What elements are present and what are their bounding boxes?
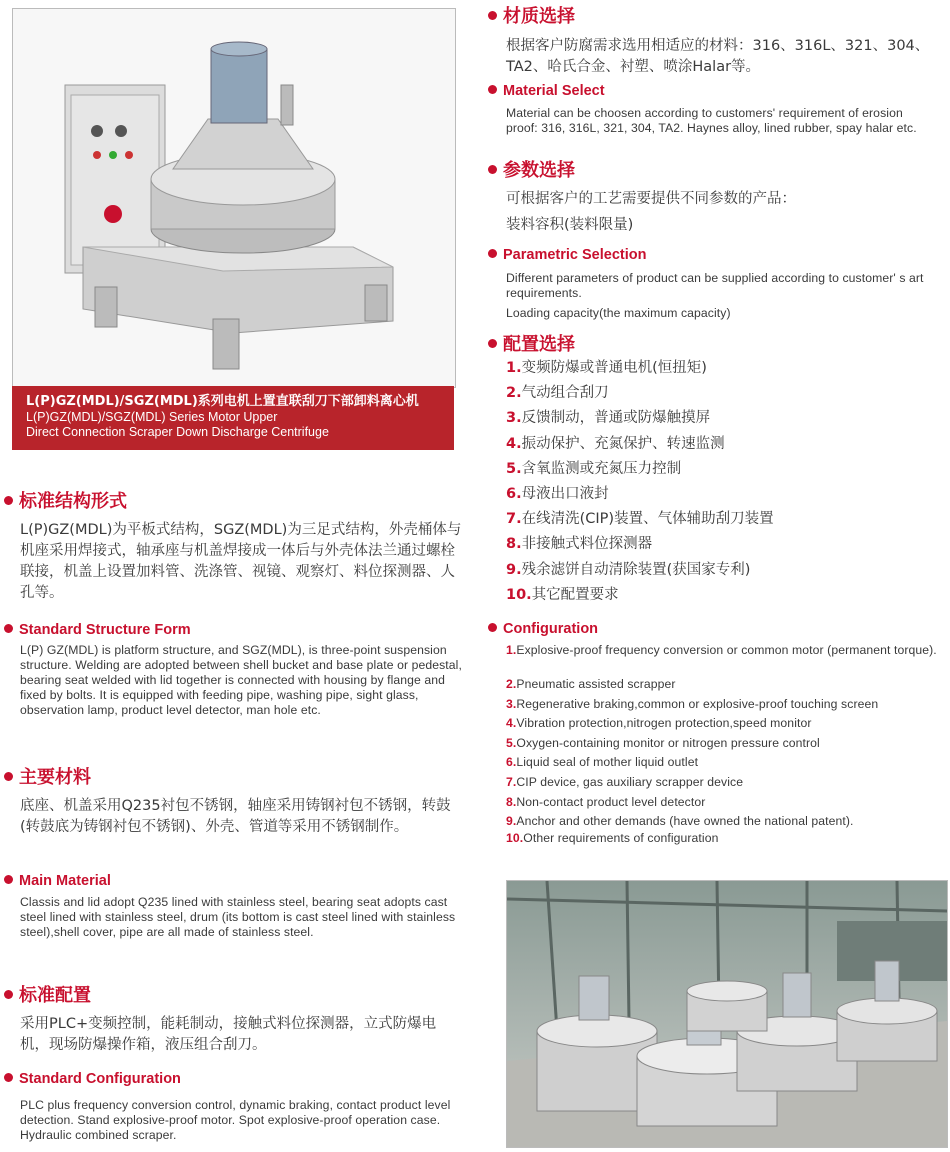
bullet-icon <box>488 623 497 632</box>
list-item: 2.气动组合刮刀 <box>506 385 609 402</box>
material-select-cn-text: 根据客户防腐需求选用相适应的材料：316、316L、321、304、TA2、哈氏合金、衬塑、喷涂Halar等。 <box>506 38 930 75</box>
list-item: 8.Non-contact product level detector <box>506 794 706 809</box>
list-item: 2.Pneumatic assisted scrapper <box>506 677 676 691</box>
material-cn-heading: 主要材料 <box>4 767 91 789</box>
bullet-icon <box>488 165 497 174</box>
parameter-cn-heading: 参数选择 <box>488 160 575 182</box>
config-cn-list <box>506 356 946 608</box>
caption-title: L(P)GZ(MDL)/SGZ(MDL)系列电机上置直联刮刀下部卸料离心机 <box>26 394 419 409</box>
material-cn-text: 底座、机盖采用Q235衬包不锈钢，轴座采用铸钢衬包不锈钢，转鼓(转鼓底为铸钢衬包不锈钢)、外壳、管道等采用不锈钢制作。 <box>20 798 451 835</box>
bullet-icon <box>488 339 497 348</box>
material-select-en-text: Material can be choosen according to customers' requirement of erosion proof: 316, 316L, 321, 304, TA2. Haynes alloy, lined rubber, spay halar etc. <box>506 106 917 135</box>
caption-en-line-2: Direct Connection Scraper Down Discharge Centrifuge <box>26 425 329 439</box>
config-en-list <box>506 643 942 851</box>
list-item: 5.Oxygen-containing monitor or nitrogen pressure control <box>506 735 820 750</box>
parameter-en-heading: Parametric Selection <box>488 246 646 264</box>
structure-cn-heading: 标准结构形式 <box>4 491 127 513</box>
list-item: 9.残余滤饼自动清除装置(获国家专利) <box>506 561 751 578</box>
list-item: 9.Anchor and other demands (have owned the national patent). <box>506 814 854 829</box>
list-item: 5.含氧监测或充氮压力控制 <box>506 460 682 477</box>
std-config-cn-heading: 标准配置 <box>4 985 91 1007</box>
config-en-heading: Configuration <box>488 620 598 638</box>
bullet-icon <box>4 772 13 781</box>
bullet-icon <box>488 11 497 20</box>
factory-illustration <box>507 881 947 1147</box>
bullet-icon <box>488 249 497 258</box>
material-en-heading: Main Material <box>4 872 111 890</box>
parameter-en-text-2: Loading capacity(the maximum capacity) <box>506 306 731 320</box>
list-item: 4.Vibration protection,nitrogen protection,speed monitor <box>506 716 812 731</box>
parameter-en-text-1: Different parameters of product can be supplied according to customer' s art requirements. <box>506 271 924 300</box>
product-photo <box>12 8 456 388</box>
bullet-icon <box>4 990 13 999</box>
list-item: 4.振动保护、充氮保护、转速监测 <box>506 435 725 452</box>
list-item: 1.Explosive-proof frequency conversion or common motor (permanent torque). <box>506 643 937 657</box>
centrifuge-illustration <box>13 9 455 387</box>
material-select-cn-heading: 材质选择 <box>488 6 575 28</box>
bullet-icon <box>4 1073 13 1082</box>
bullet-icon <box>4 624 13 633</box>
list-item: 1.变频防爆或普通电机(恒扭矩) <box>506 360 707 376</box>
material-select-en-heading: Material Select <box>488 82 605 100</box>
caption-en-line-1: L(P)GZ(MDL)/SGZ(MDL) Series Motor Upper <box>26 410 278 424</box>
parameter-cn-text-2: 装料容积(装料限量) <box>506 217 634 233</box>
list-item: 3.Regenerative braking,common or explosive-proof touching screen <box>506 696 879 711</box>
list-item: 7.在线清洗(CIP)装置、气体辅助刮刀装置 <box>506 511 774 528</box>
list-item: 3.反馈制动，普通或防爆触摸屏 <box>506 410 711 427</box>
bullet-icon <box>4 875 13 884</box>
std-config-cn-text: 采用PLC+变频控制，能耗制动，接触式料位探测器，立式防爆电机，现场防爆操作箱，液压组合刮刀。 <box>20 1016 437 1053</box>
bullet-icon <box>4 496 13 505</box>
structure-cn-text: L(P)GZ(MDL)为平板式结构，SGZ(MDL)为三足式结构，外壳桶体与机座采用焊接式，轴承座与机盖焊接成一体后与外壳体法兰通过螺栓联接，机盖上设置加料管、洗涤管、视镜、观察灯、料位探测器、人孔等。 <box>20 522 462 601</box>
std-config-en-text: PLC plus frequency conversion control, dynamic braking, contact product level detection. Stand explosive-proof motor. Spot explosive-proof operation case. Hydraulic combined scraper. <box>20 1098 451 1142</box>
parameter-cn-text-1: 可根据客户的工艺需要提供不同参数的产品： <box>506 191 796 207</box>
list-item: 7.CIP device, gas auxiliary scrapper device <box>506 774 744 789</box>
list-item: 6.母液出口液封 <box>506 485 609 502</box>
material-en-text: Classis and lid adopt Q235 lined with stainless steel, bearing seat adopts cast steel lined with stainless steel, drum (its bottom is cast steel lined with stainless steel),shell cover, pipe are all made of stainless steel. <box>20 895 456 939</box>
list-item: 10.其它配置要求 <box>506 586 619 603</box>
factory-photo <box>506 880 948 1148</box>
structure-en-text: L(P) GZ(MDL) is platform structure, and SGZ(MDL), is three-point suspension structure. Welding are adopted between shell bucket and base plate or pedestal, bearing seat welded with lid together is connected with housing by flange and fixed by bolts. It is equipped with feeding pipe, washing pipe, sight glass, observation lamp, product level detector, man hole etc. <box>20 643 462 717</box>
list-item: 10.Other requirements of configuration <box>506 831 719 846</box>
product-caption <box>12 386 454 450</box>
std-config-en-heading: Standard Configuration <box>4 1070 181 1088</box>
bullet-icon <box>488 85 497 94</box>
list-item: 8.非接触式料位探测器 <box>506 536 653 553</box>
list-item: 6.Liquid seal of mother liquid outlet <box>506 755 699 770</box>
config-cn-heading: 配置选择 <box>488 334 575 356</box>
structure-en-heading: Standard Structure Form <box>4 621 191 639</box>
